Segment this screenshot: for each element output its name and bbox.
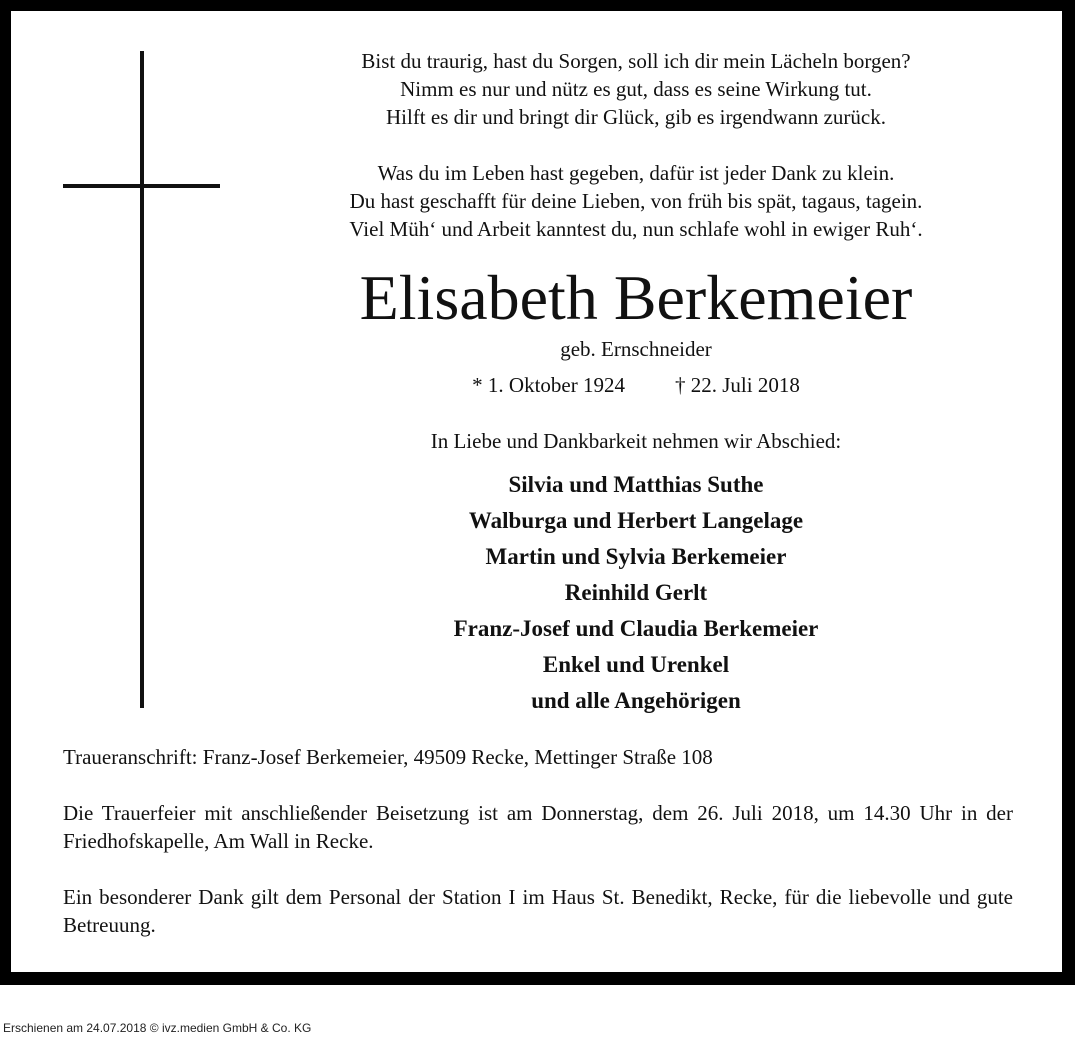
poem-line: Was du im Leben hast gegeben, dafür ist jeder Dank zu klein. (377, 161, 895, 185)
thanks-notice: Ein besonderer Dank gilt dem Personal der Station I im Haus St. Benedikt, Recke, für die liebevolle und gute Betreuung. (63, 885, 1013, 937)
mourner-entry: und alle Angehörigen (531, 688, 741, 713)
maiden-name: geb. Ernschneider (560, 337, 712, 361)
poem-stanza-2 (241, 159, 1031, 243)
deceased-name: Elisabeth Berkemeier (359, 262, 913, 333)
cross-horizontal-bar (63, 184, 220, 188)
mourners-list (241, 467, 1031, 719)
poem-stanza-1 (241, 47, 1031, 131)
birth-date: * 1. Oktober 1924 (472, 373, 625, 397)
mourner-entry: Reinhild Gerlt (564, 580, 708, 605)
poem-line: Bist du traurig, hast du Sorgen, soll ich dir mein Lächeln borgen? (361, 49, 911, 73)
mourner-entry: Franz-Josef und Claudia Berkemeier (453, 616, 819, 641)
mourner-entry: Martin und Sylvia Berkemeier (485, 544, 787, 569)
poem-line: Viel Müh‘ und Arbeit kanntest du, nun schlafe wohl in ewiger Ruh‘. (349, 217, 923, 241)
publication-footer: Erschienen am 24.07.2018 © ivz.medien GmbH & Co. KG (3, 1021, 312, 1035)
mourning-address: Traueranschrift: Franz-Josef Berkemeier, 49509 Recke, Mettinger Straße 108 (63, 745, 713, 769)
farewell-line: In Liebe und Dankbarkeit nehmen wir Abschied: (430, 429, 842, 453)
cross-vertical-bar (140, 51, 144, 708)
funeral-notice: Die Trauerfeier mit anschließender Beisetzung ist am Donnerstag, dem 26. Juli 2018, um 14.30 Uhr in der Friedhofskapelle, Am Wall in Recke. (63, 801, 1013, 853)
poem-line: Nimm es nur und nütz es gut, dass es seine Wirkung tut. (400, 77, 872, 101)
poem-line: Hilft es dir und bringt dir Glück, gib es irgendwann zurück. (385, 105, 886, 129)
life-dates (241, 372, 1031, 398)
mourner-entry: Enkel und Urenkel (542, 652, 730, 677)
mourner-entry: Walburga und Herbert Langelage (468, 508, 804, 533)
poem-line: Du hast geschafft für deine Lieben, von früh bis spät, tagaus, tagein. (349, 189, 923, 213)
mourner-entry: Silvia und Matthias Suthe (508, 472, 764, 497)
obituary-notice (11, 11, 1062, 972)
death-date: † 22. Juli 2018 (674, 373, 800, 397)
